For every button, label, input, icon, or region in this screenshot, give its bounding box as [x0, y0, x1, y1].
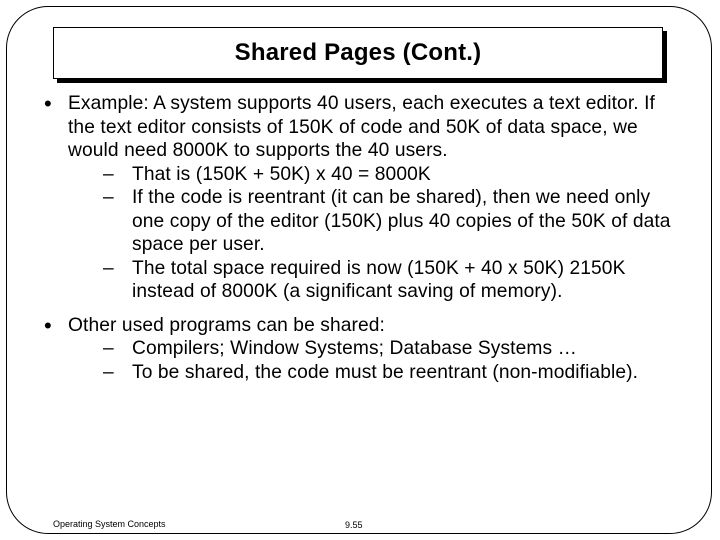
bullet-example: [44, 92, 684, 304]
footer-course: Operating System Concepts: [53, 519, 166, 529]
subitem-text: If the code is reentrant (it can be shared), then we need only one copy of the editor (150K) plus 40 copies of the 50K of data space per user.: [132, 187, 671, 255]
subitem-total-space: [68, 257, 684, 304]
subitem-text: To be shared, the code must be reentrant (non-modifiable).: [132, 361, 639, 383]
subitem-text: Compilers; Window Systems; Database Systems …: [132, 338, 577, 359]
subitem-reentrant: [68, 186, 684, 257]
dash-marker: –: [103, 187, 114, 208]
slide-title: Shared Pages (Cont.): [234, 39, 482, 66]
bullet-text: Other used programs can be shared:: [68, 314, 385, 336]
subitem-text: The total space required is now (150K + 40 x 50K) 2150K instead of 8000K (a significant saving of memory).: [132, 257, 626, 302]
subitem-shared-code: [68, 361, 684, 385]
dash-marker: –: [103, 257, 114, 279]
dash-marker: –: [103, 163, 114, 185]
subitem-compilers: [68, 337, 684, 361]
dash-marker: –: [103, 338, 114, 359]
bullet-marker: •: [44, 91, 52, 116]
bullet-marker: •: [44, 312, 52, 338]
footer-page-number: 9.55: [345, 520, 363, 530]
subitem-text: That is (150K + 50K) x 40 = 8000K: [132, 163, 431, 185]
subitem-calculation: [68, 163, 684, 187]
bullet-other-programs: [44, 314, 684, 385]
bullet-text: Example: A system supports 40 users, each executes a text editor. If the text editor consists of 150K of code and 50K of data space, we would need 8000K to supports the 40 users.: [68, 93, 655, 161]
slide-content: [44, 92, 684, 384]
title-box: [53, 27, 663, 79]
dash-marker: –: [103, 361, 114, 383]
